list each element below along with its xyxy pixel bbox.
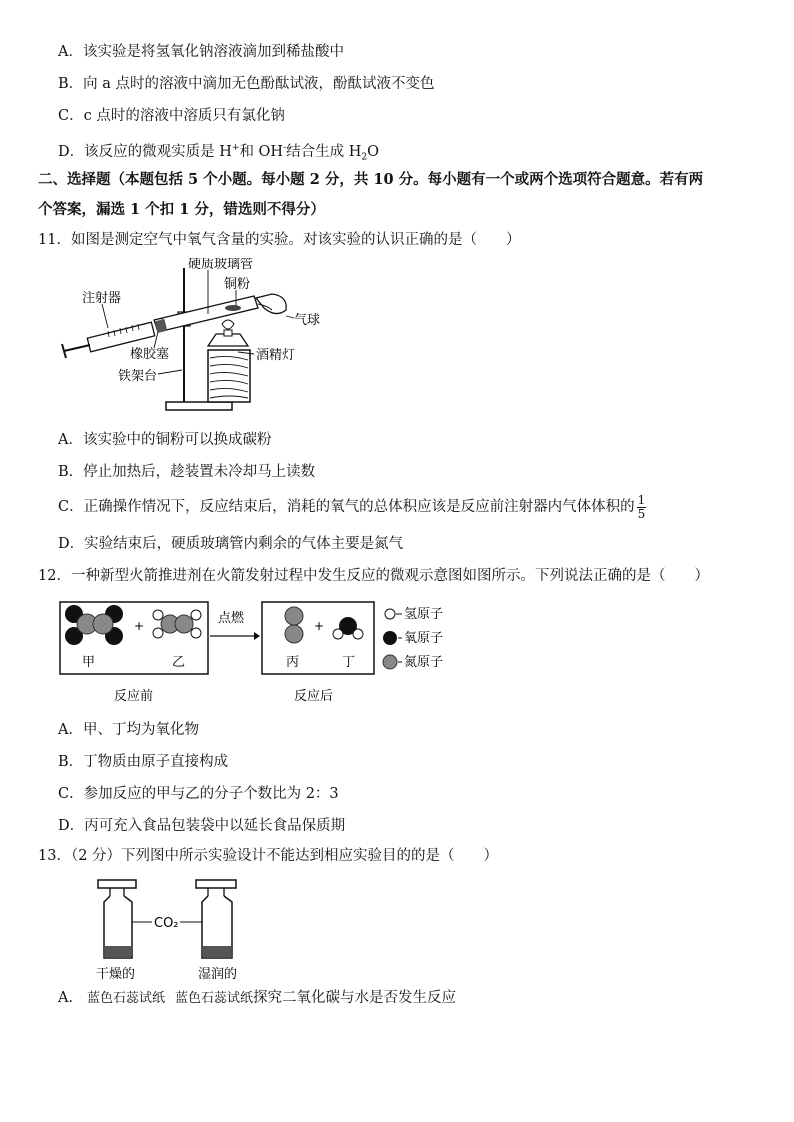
q10-option-d	[58, 138, 379, 168]
label-yi: 乙	[172, 655, 186, 670]
q13-bottles-figure	[92, 876, 292, 986]
label-balloon: 气球	[294, 313, 321, 328]
q12-option-c: C．参加反应的甲与乙的分子个数比为 2：3	[58, 786, 339, 802]
q11-option-c	[58, 492, 646, 522]
q11-apparatus-figure	[58, 258, 338, 418]
wooden-block	[208, 350, 250, 402]
q11-c-denominator: 5	[637, 506, 646, 521]
legend-n: 氮原子	[404, 655, 444, 670]
label-co2: CO₂	[154, 916, 179, 931]
q11-option-a: A．该实验中的铜粉可以换成碳粉	[58, 432, 272, 448]
label-paper2: 蓝色石蕊试纸	[175, 991, 254, 1006]
label-before: 反应前	[114, 689, 154, 704]
bottle-wet-icon	[196, 880, 236, 958]
q10-option-a: A．该实验是将氢氧化钠溶液滴加到稀盐酸中	[58, 44, 344, 60]
q12-option-b: B．丁物质由原子直接构成	[58, 754, 229, 770]
label-ignite: 点燃	[218, 611, 245, 626]
q13-stem: 13．（2 分）下列图中所示实验设计不能达到相应实验目的的是（ ）	[38, 848, 499, 864]
q10-d-pre: D．该反应的微观实质是 H	[58, 143, 232, 160]
q13-option-a	[58, 988, 456, 1009]
alcohol-lamp-icon	[208, 320, 248, 346]
q12-option-d: D．丙可充入食品包装袋中以延长食品保质期	[58, 818, 346, 834]
label-jia: 甲	[82, 655, 96, 670]
q11-option-d: D．实验结束后，硬质玻璃管内剩余的气体主要是氮气	[58, 536, 404, 552]
label-lamp: 酒精灯	[256, 348, 296, 363]
label-bing: 丙	[286, 655, 300, 670]
copper-powder	[225, 305, 241, 311]
q11-c-text: C．正确操作情况下，反应结束后，消耗的氧气的总体积应该是反应前注射器内气体体积的	[58, 499, 635, 515]
legend-h: 氢原子	[404, 607, 444, 622]
q10-d-end: O	[367, 143, 380, 160]
q10-d-mid: 和 OH	[239, 143, 284, 160]
label-glass-tube: 硬质玻璃管	[188, 258, 254, 272]
q10-option-c: C．c 点时的溶液中溶质只有氯化钠	[58, 108, 285, 124]
label-paper1: 蓝色石蕊试纸	[86, 991, 165, 1006]
q13-a-prefix: A．	[58, 990, 83, 1006]
section2-heading-line2: 个答案，漏选 1 个扣 1 分，错选则不得分）	[38, 201, 325, 218]
q10-d-sub: 2	[361, 152, 368, 163]
label-copper: 铜粉	[224, 277, 251, 292]
label-dry: 干燥的	[96, 967, 136, 982]
label-syringe: 注射器	[82, 291, 122, 306]
balloon-icon	[256, 294, 286, 314]
glass-tube-icon	[154, 296, 258, 333]
section2-heading-line1: 二、选择题（本题包括 5 个小题。每小题 2 分，共 10 分。每小题有一个或两个选项符合题意。若有两	[38, 171, 704, 188]
atom-legend	[383, 607, 443, 670]
plus-1: +	[134, 619, 145, 633]
label-stand: 铁架台	[118, 369, 158, 384]
label-ding: 丁	[342, 655, 356, 670]
q11-c-fraction	[637, 494, 647, 521]
label-stopper: 橡胶塞	[130, 347, 170, 362]
q10-d-post: 结合生成 H	[286, 143, 362, 160]
q12-reaction-figure	[58, 598, 478, 710]
label-wet: 湿润的	[198, 967, 238, 982]
stand-base	[166, 402, 232, 410]
q11-stem: 11．如图是测定空气中氧气含量的实验。对该实验的认识正确的是（ ）	[38, 232, 521, 248]
q10-d-sup1: +	[231, 143, 240, 153]
label-after: 反应后	[294, 689, 334, 704]
q11-option-b: B．停止加热后，趁装置未冷却马上读数	[58, 464, 316, 480]
q12-stem: 12．一种新型火箭推进剂在火箭发射过程中发生反应的微观示意图如图所示。下列说法正确的是（ ）	[38, 568, 709, 584]
q10-option-b: B．向 a 点时的溶液中滴加无色酚酞试液，酚酞试液不变色	[58, 76, 435, 92]
bottle-dry-icon	[98, 880, 136, 958]
q12-option-a: A．甲、丁均为氧化物	[58, 722, 199, 738]
q13-a-text: 探究二氧化碳与水是否发生反应	[253, 990, 457, 1006]
q10-d-sup2: -	[283, 143, 287, 153]
legend-o: 氧原子	[404, 631, 444, 646]
plus-2: +	[314, 619, 325, 633]
q11-c-numerator: 1	[637, 492, 646, 507]
